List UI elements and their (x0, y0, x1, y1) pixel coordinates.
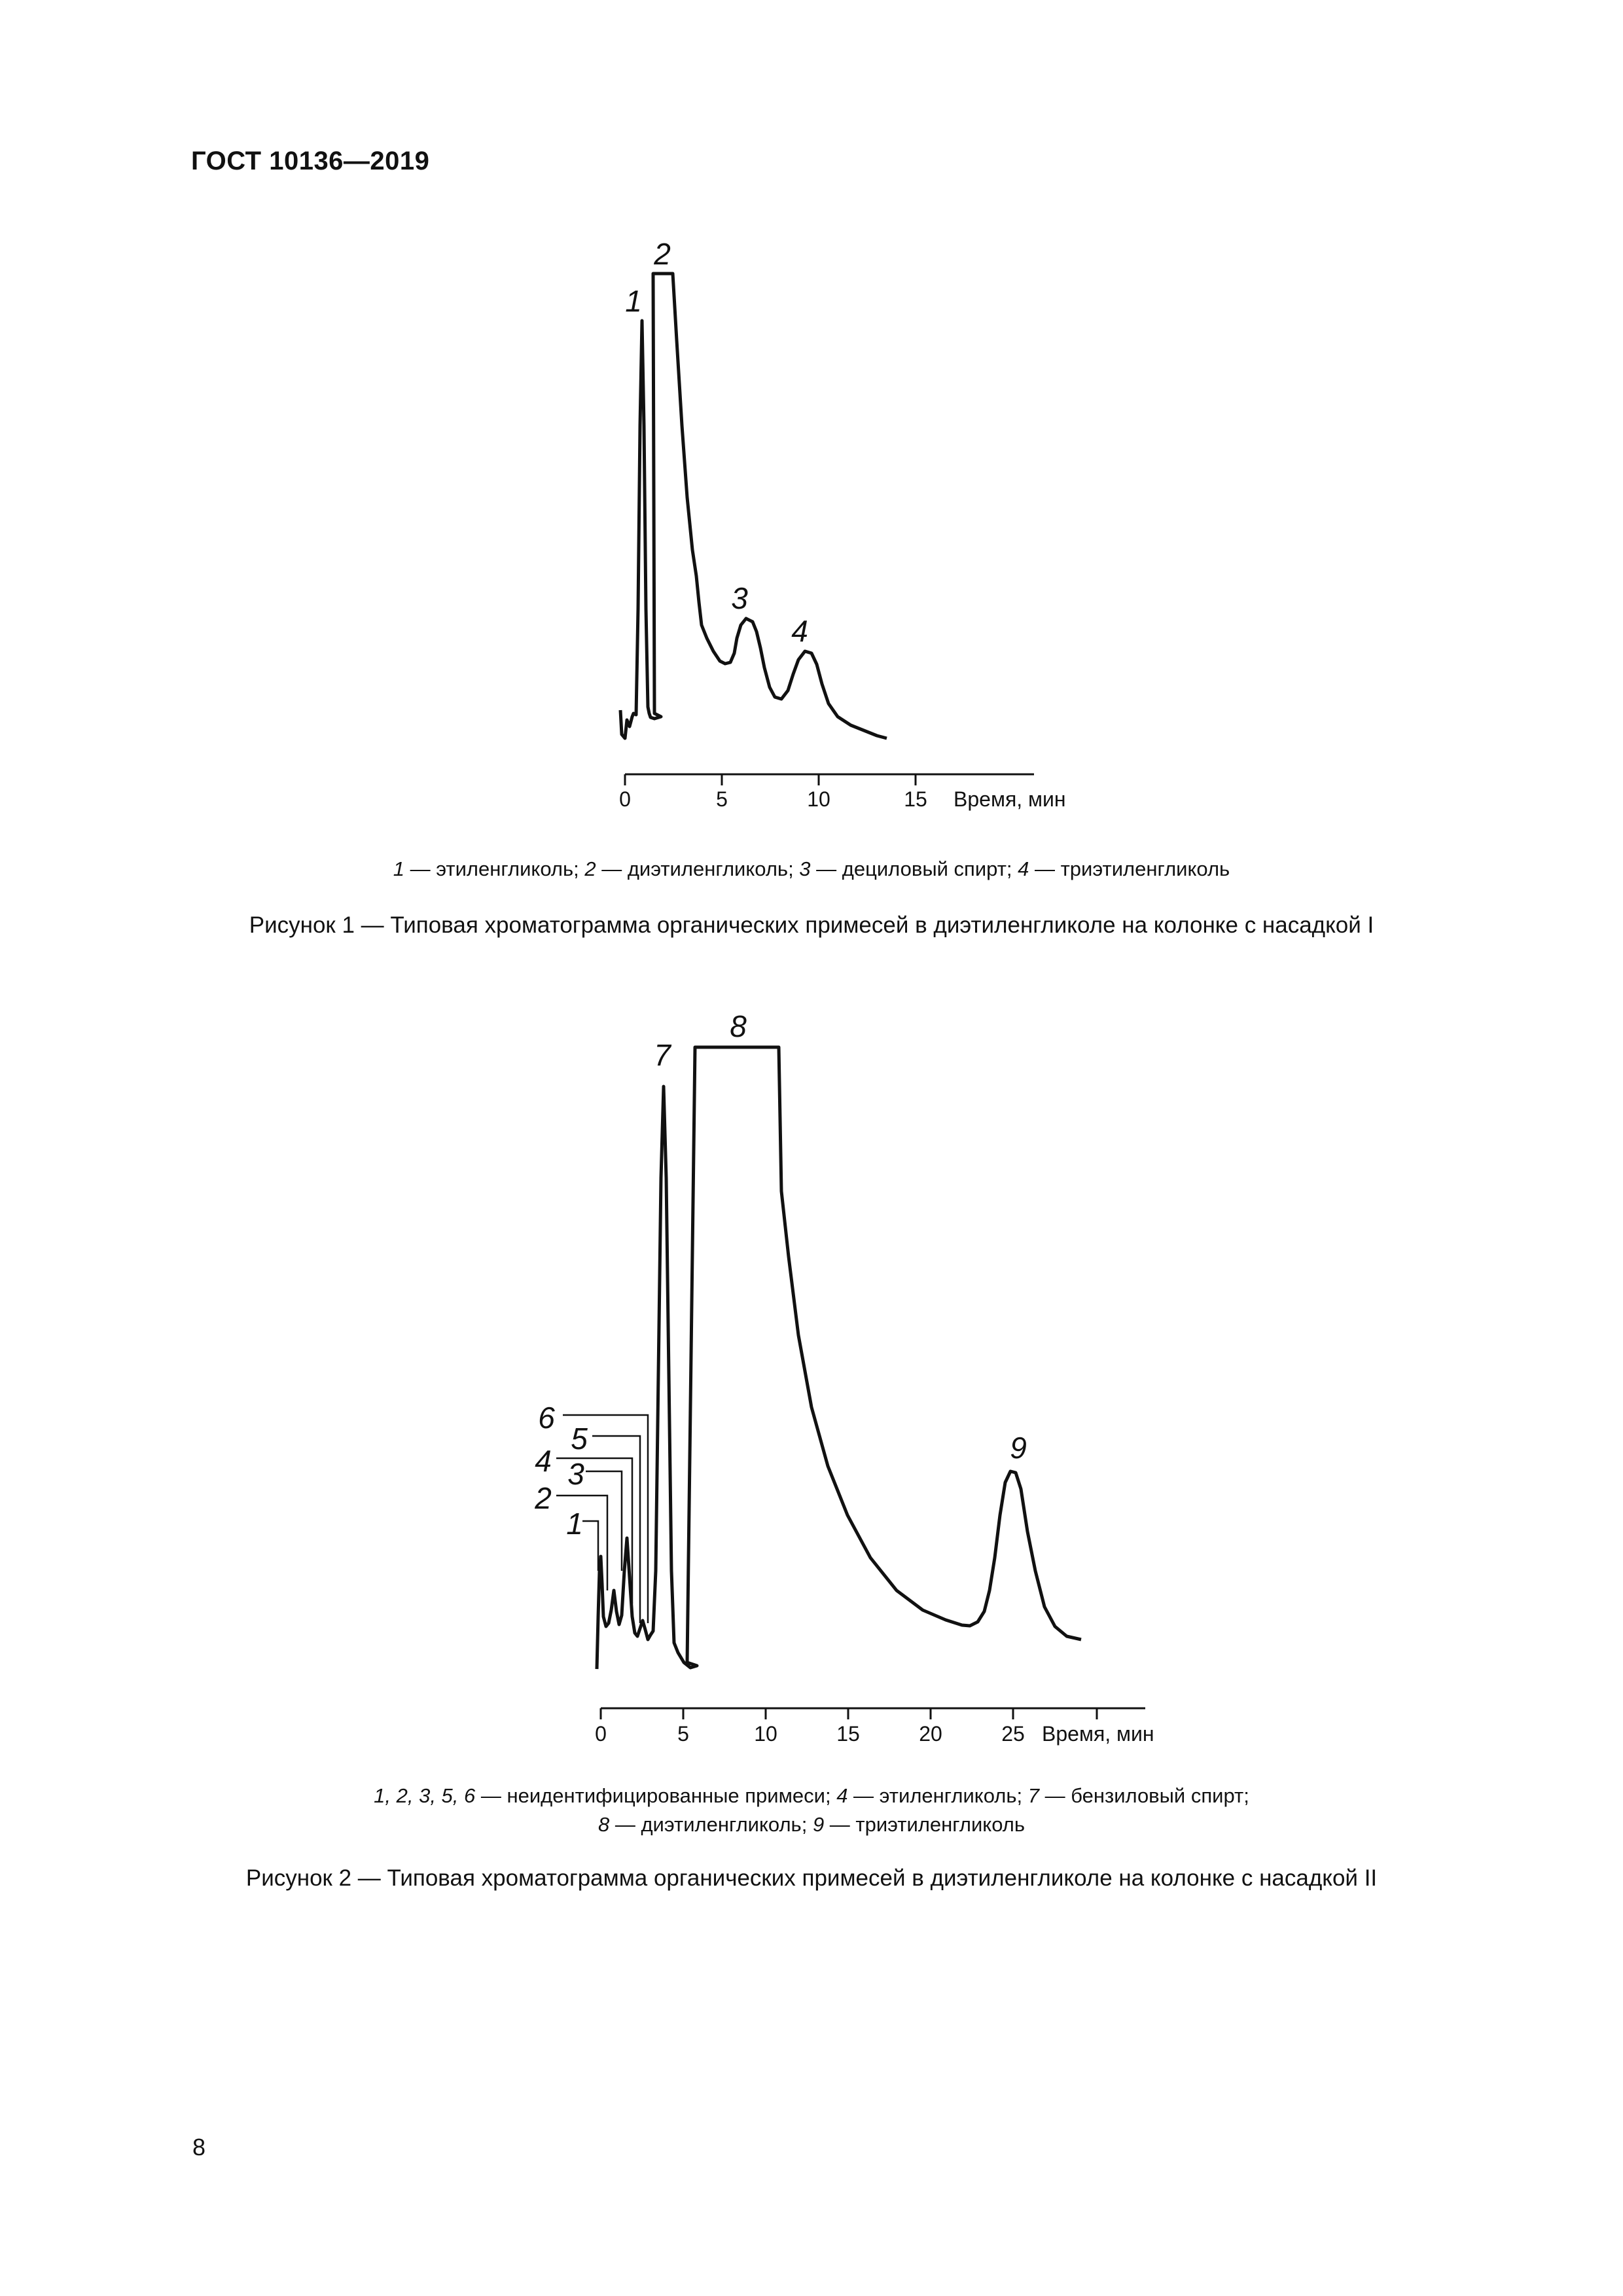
legend-num: 1 (393, 857, 405, 880)
figure-2-title: Рисунок 2 — Типовая хроматограмма органических примесей в диэтиленгликоле на колонке с насадкой II (245, 1865, 1378, 1891)
fig2-tick-label: 0 (595, 1722, 607, 1746)
figure-1-chromatogram (0, 223, 1623, 838)
legend-num: 3 (799, 857, 811, 880)
legend-text: — триэтиленгликоль (1029, 857, 1230, 880)
legend-num: 4 (836, 1784, 848, 1807)
fig2-peak-label-7: 7 (654, 1038, 671, 1072)
fig2-peak-label-1: 1 (566, 1507, 583, 1541)
legend-num: 2 (584, 857, 596, 880)
fig1-peak-label-1: 1 (625, 284, 642, 318)
fig2-tick-label: 10 (754, 1722, 777, 1746)
fig2-tick-label: 5 (677, 1722, 689, 1746)
figure-2-legend (0, 1782, 1623, 1839)
figure-1-title: Рисунок 1 — Типовая хроматограмма органических примесей в диэтиленгликоле на колонке с насадкой I (249, 912, 1374, 938)
document-header: ГОСТ 10136—2019 (191, 147, 430, 175)
fig2-tick-label: 15 (836, 1722, 860, 1746)
fig2-trace (597, 1047, 1081, 1669)
fig2-peak-label-3: 3 (567, 1457, 584, 1491)
fig2-peak-label-5: 5 (571, 1422, 588, 1456)
fig2-peak-label-9: 9 (1010, 1431, 1027, 1465)
fig2-tick-label: 25 (1001, 1722, 1025, 1746)
figure-2-chromatogram (0, 995, 1623, 1780)
legend-num: 7 (1027, 1784, 1039, 1807)
legend-num: 4 (1018, 857, 1029, 880)
fig2-leader-1 (582, 1521, 598, 1571)
fig1-peak-label-2: 2 (654, 237, 671, 271)
page-number: 8 (192, 2134, 206, 2161)
fig2-peak-label-8: 8 (730, 1009, 747, 1043)
fig1-trace (620, 274, 887, 738)
legend-line (0, 1810, 1623, 1839)
fig2-peak-label-6: 6 (538, 1401, 555, 1435)
fig1-tick-label: 15 (904, 787, 927, 811)
legend-text: — диэтиленгликоль; (609, 1813, 813, 1836)
fig1-tick-label: 0 (619, 787, 631, 811)
legend-text: — бензиловый спирт; (1039, 1784, 1249, 1807)
legend-line (0, 1782, 1623, 1810)
figure-1-legend (0, 855, 1623, 884)
legend-num: 8 (597, 1813, 610, 1836)
legend-text: — триэтиленгликоль (824, 1813, 1026, 1836)
fig1-peak-label-3: 3 (731, 581, 748, 615)
legend-text: — диэтиленгликоль; (596, 857, 800, 880)
fig2-tick-label: 20 (919, 1722, 942, 1746)
fig1-peak-label-4: 4 (791, 614, 808, 648)
legend-num: 9 (812, 1813, 825, 1836)
fig1-tick-label: 10 (807, 787, 830, 811)
legend-text: — этиленгликоль; (847, 1784, 1028, 1807)
fig2-peak-label-4: 4 (535, 1444, 552, 1478)
fig1-axis-title: Время, мин (954, 787, 1066, 811)
legend-text: — дециловый спирт; (810, 857, 1018, 880)
fig2-peak-label-2: 2 (535, 1481, 552, 1515)
legend-num: 1, 2, 3, 5, 6 (374, 1784, 476, 1807)
fig2-axis-title: Время, мин (1042, 1722, 1154, 1746)
fig1-tick-label: 5 (716, 787, 728, 811)
legend-text: — неидентифицированные примеси; (475, 1784, 837, 1807)
legend-text: — этиленгликоль; (404, 857, 585, 880)
